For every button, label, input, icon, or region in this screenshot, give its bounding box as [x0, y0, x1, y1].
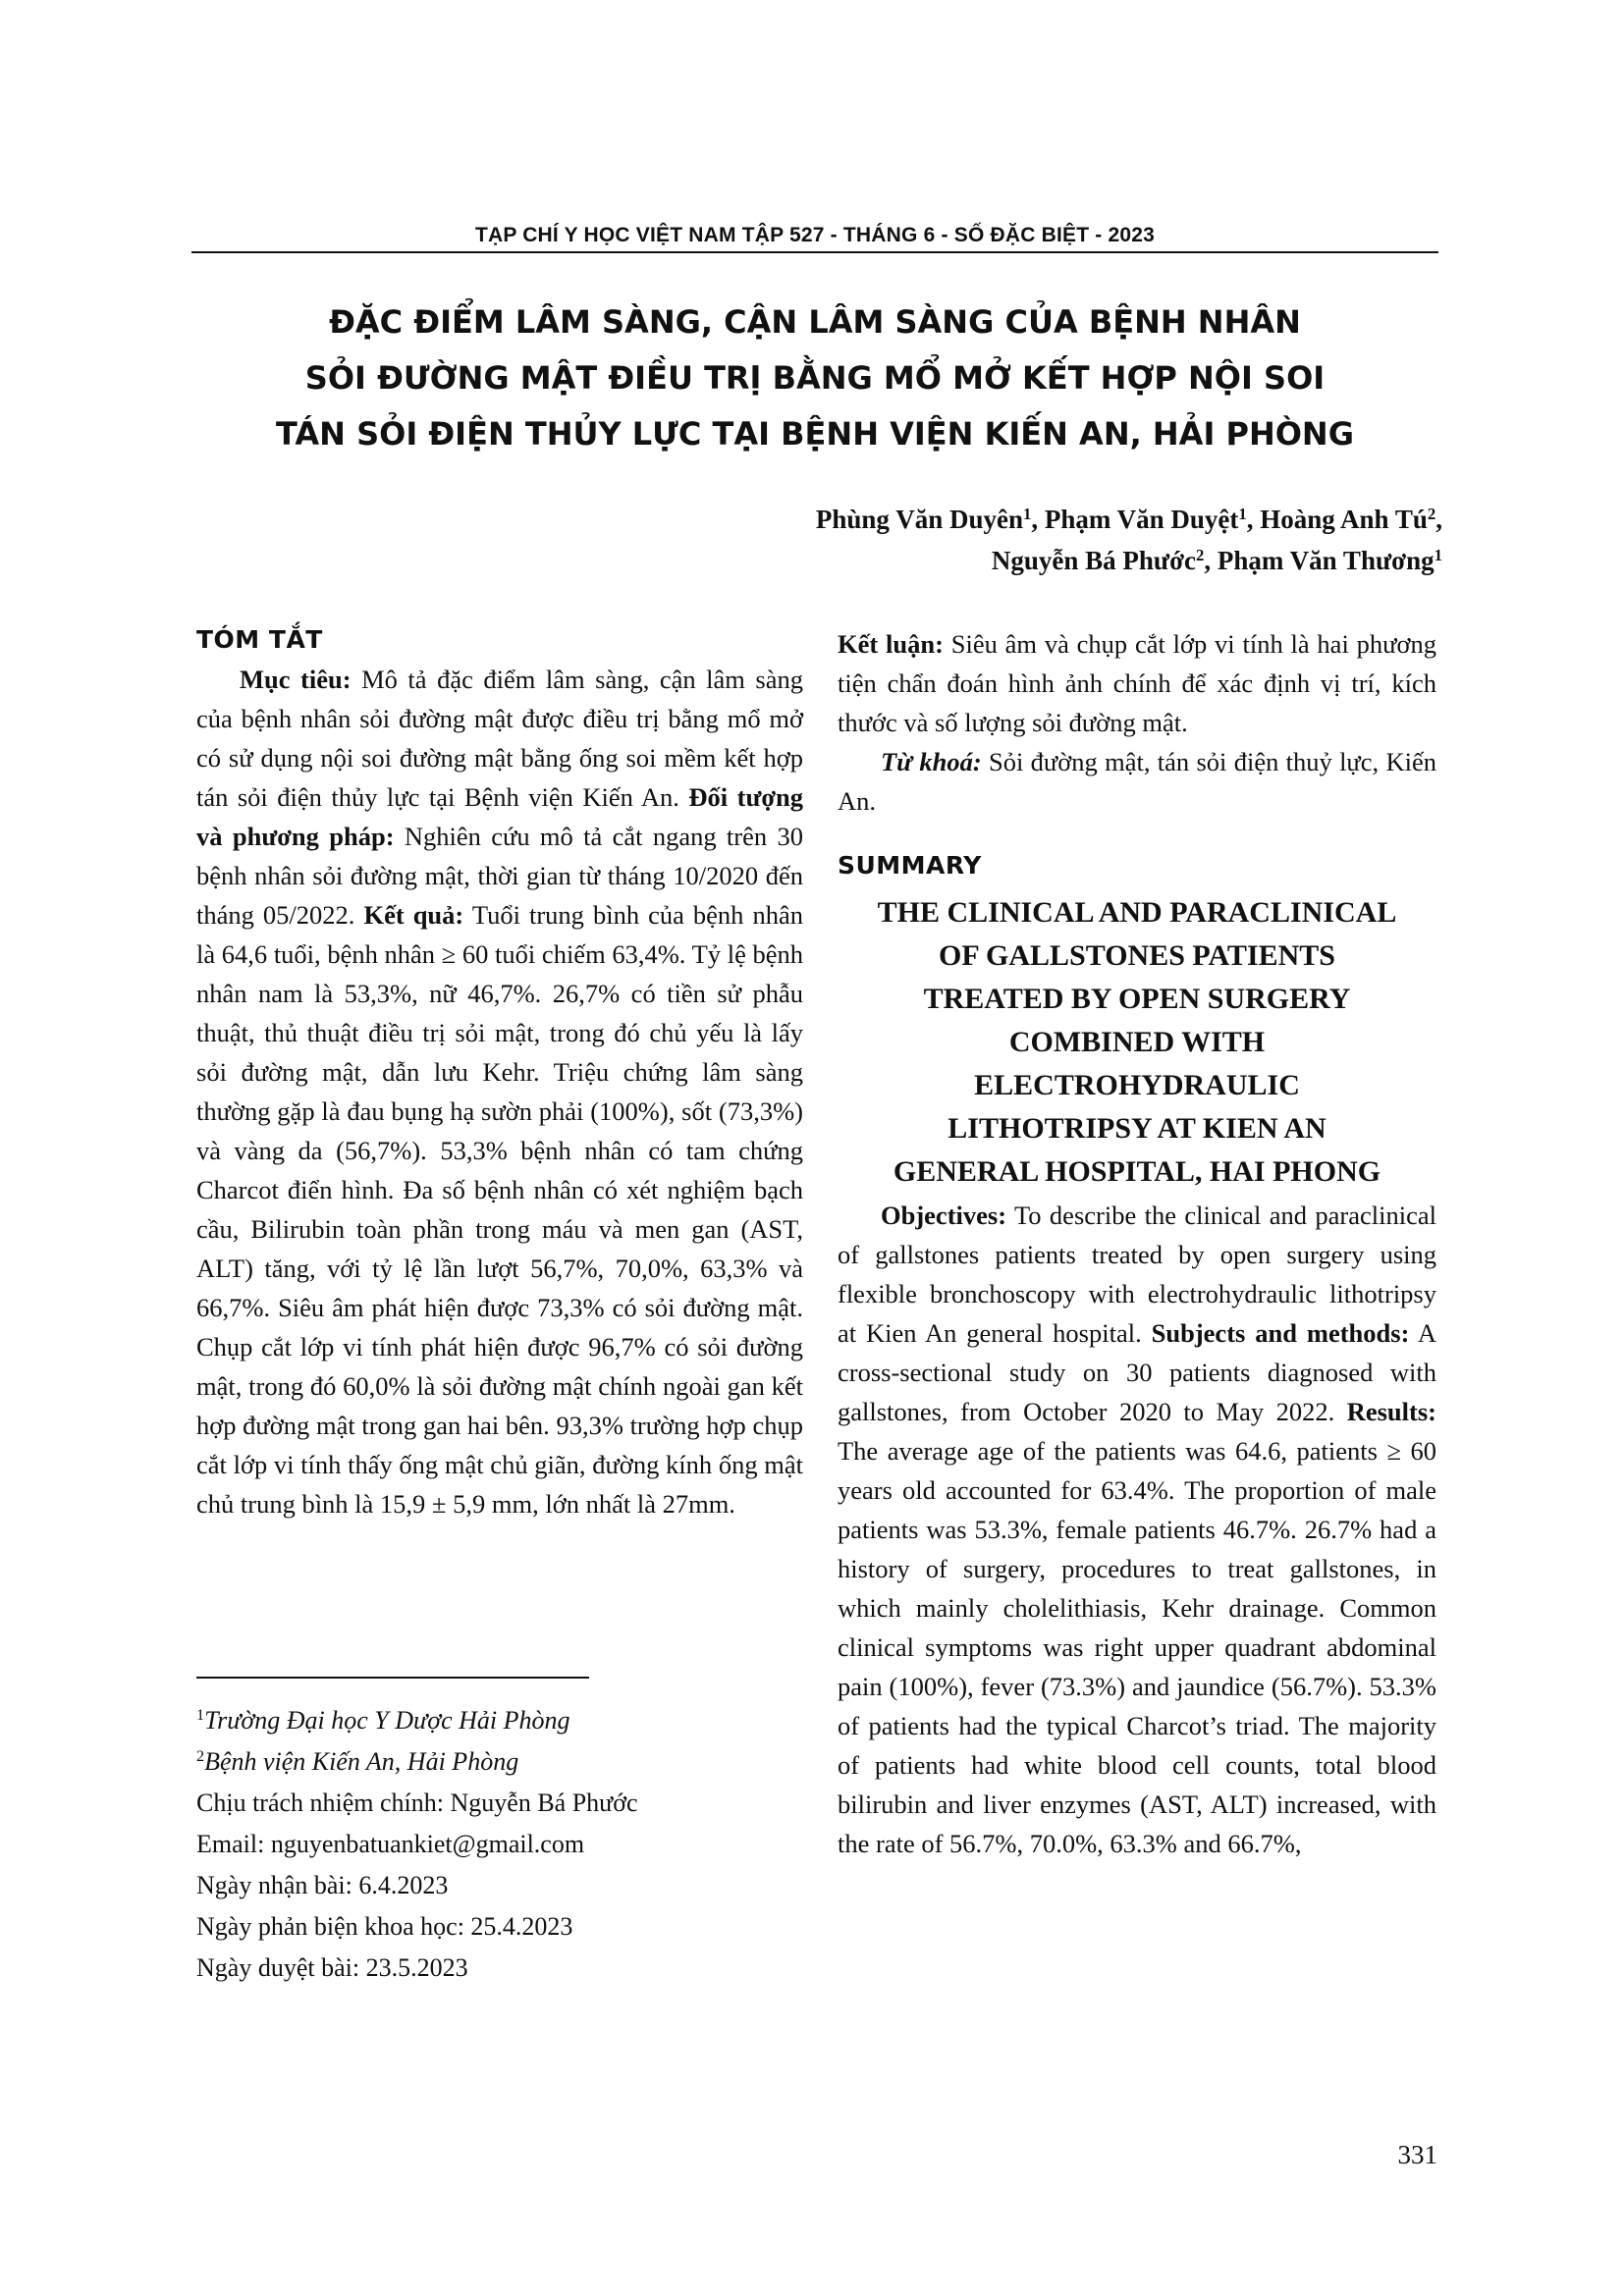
- right-column: [838, 624, 1436, 1863]
- english-title-line: COMBINED WITH: [1008, 1026, 1266, 1058]
- methods-label: Đối tượng và phương pháp:: [196, 782, 804, 851]
- title-line: SỎI ĐƯỜNG MẬT ĐIỀU TRỊ BẰNG MỔ MỞ KẾT HỢP NỘI SOI: [304, 359, 1326, 397]
- abstract-heading: TÓM TẮT: [196, 625, 323, 654]
- author-name: Nguyễn Bá Phước: [991, 546, 1197, 575]
- author-line: Phùng Văn Duyên$^1$, Phạm Văn Duyệt$^1$, Hoàng Anh $Tú^2$,: [815, 504, 1442, 534]
- date-accepted: Ngày duyệt bài: 23.5.2023: [196, 1952, 468, 1982]
- affiliation-2: [196, 1741, 803, 1783]
- english-title-line: THE CLINICAL AND PARACLINICAL: [877, 896, 1397, 929]
- english-title-line: LITHOTRIPSY AT KIEN AN: [947, 1112, 1326, 1145]
- results-label: Kết quả:: [363, 900, 464, 930]
- author-name: Phạm Văn Thương: [1217, 546, 1435, 575]
- keywords-paragraph: [838, 742, 1436, 821]
- affiliation-mark: 1: [1238, 504, 1247, 523]
- abstract-vi-paragraph: [196, 660, 803, 1523]
- page-number: 331: [1397, 2140, 1437, 2169]
- methods-text: Nghiên cứu mô tả cắt ngang trên 30 bệnh nhân sỏi đường mật, thời gian từ tháng 10/2020 đến tháng 05/2022.: [196, 822, 803, 930]
- author-name: Phạm Văn Duyệt: [1044, 505, 1239, 534]
- objectives-label: Objectives:: [881, 1201, 1007, 1230]
- conclusion-text: Siêu âm và chụp cắt lớp vi tính là hai phương tiện chẩn đoán hình ảnh chính để xác định vị trí, kích thước và số lượng sỏi đường mật.: [838, 629, 1436, 737]
- summary-paragraph: [838, 1196, 1436, 1863]
- keywords-text: Sỏi đường mật, tán sỏi điện thuỷ lực, Kiến An.: [838, 747, 1437, 816]
- affiliation-mark: 1: [1434, 545, 1442, 564]
- english-title-line: TREATED BY OPEN SURGERY: [923, 983, 1351, 1015]
- summary-heading: SUMMARY: [838, 851, 982, 880]
- date-reviewed: Ngày phản biện khoa học: 25.4.2023: [196, 1911, 573, 1941]
- header-rule: [191, 251, 1438, 253]
- title-line: TÁN SỎI ĐIỆN THỦY LỰC TẠI BỆNH VIỆN KIẾN AN, HẢI PHÒNG: [276, 415, 1354, 453]
- conclusion-paragraph: [838, 624, 1436, 742]
- running-head: TẠP CHÍ Y HỌC VIỆT NAM TẬP 527 - THÁNG 6 - SỐ ĐẶC BIỆT - 2023: [474, 224, 1156, 246]
- affiliation-mark: 2: [1196, 545, 1205, 564]
- left-column: [196, 620, 803, 1523]
- footnote-rule: [196, 1677, 589, 1679]
- conclusion-label: Kết luận:: [838, 629, 944, 659]
- affiliation-mark: 1: [196, 1706, 205, 1724]
- date-received: Ngày nhận bài: 6.4.2023: [196, 1870, 449, 1899]
- keywords-label: Từ khoá:: [881, 747, 982, 776]
- english-title-line: OF GALLSTONES PATIENTS: [938, 939, 1335, 972]
- results-text: Tuổi trung bình của bệnh nhân là 64,6 tuổi, bệnh nhân ≥ 60 tuổi chiếm 63,4%. Tỷ lệ bệnh nhân nam là 53,3%, nữ 46,7%. 26,7% có tiền sử phẫu thuật, thủ thuật điều trị sỏi mật, trong đó chủ yếu là lấy sỏi đường mật, dẫn lưu Kehr. Triệu chứng lâm sàng thường gặp là đau bụng hạ sườn phải (100%), sốt (73,3%) và vàng da (56,7%). 53,3% bệnh nhân có tam chứng Charcot điển hình. Đa số bệnh nhân có xét nghiệm bạch cầu, Bilirubin toàn phần trong máu và men gan (AST, ALT) tăng, với tỷ lệ lần lượt 56,7%, 70,0%, 63,3% và 66,7%. Siêu âm phát hiện được 73,3% có sỏi đường mật. Chụp cắt lớp vi tính phát hiện được 96,7% có sỏi đường mật, trong đó 60,0% là sỏi đường mật chính ngoài gan kết hợp đường mật trong gan hai bên. 93,3% trường hợp chụp cắt lớp vi tính thấy ống mật chủ giãn, đường kính ống mật chủ trung bình là 15,9 ± 5,9 mm, lớn nhất là 27mm.: [196, 900, 803, 1519]
- methods-text-en: A cross-sectional study on 30 patients diagnosed with gallstones, from October 2020 to May 2022.: [838, 1318, 1436, 1426]
- footnotes: [196, 1677, 803, 1989]
- responsible-author: Chịu trách nhiệm chính: Nguyễn Bá Phước: [196, 1788, 638, 1817]
- author-list: [816, 499, 1442, 581]
- affiliation-text: Bệnh viện Kiến An, Hải Phòng: [204, 1746, 519, 1776]
- english-title: [838, 891, 1436, 1194]
- title-line: ĐẶC ĐIỂM LÂM SÀNG, CẬN LÂM SÀNG CỦA BỆNH NHÂN: [329, 303, 1301, 341]
- affiliation-mark: 2: [196, 1747, 205, 1765]
- article-title: [191, 294, 1438, 462]
- affiliation-mark: 1: [1022, 504, 1032, 523]
- contact-email[interactable]: Email: nguyenbatuankiet@gmail.com: [196, 1829, 585, 1858]
- methods-label-en: Subjects and methods:: [1151, 1318, 1410, 1348]
- author-line: Nguyễn Bá Phước$^2$, Phạm Văn Thương$^1$: [991, 545, 1442, 575]
- english-title-line: GENERAL HOSPITAL, HAI PHONG: [893, 1155, 1381, 1188]
- affiliation-1: [196, 1700, 803, 1741]
- objective-text: Mô tả đặc điểm lâm sàng, cận lâm sàng của bệnh nhân sỏi đường mật được điều trị bằng mổ mở có sử dụng nội soi đường mật bằng ống soi mềm kết hợp tán sỏi điện thủy lực tại Bệnh viện Kiến An.: [196, 665, 803, 812]
- results-label-en: Results:: [1346, 1397, 1436, 1426]
- author-name: Phùng Văn Duyên: [815, 505, 1023, 534]
- objective-label: Mục tiêu:: [240, 665, 352, 694]
- english-title-line: ELECTROHYDRAULIC: [974, 1069, 1300, 1101]
- author-name: Hoàng Anh Tú: [1260, 505, 1428, 534]
- affiliation-mark: 2: [1427, 504, 1436, 523]
- objectives-text: To describe the clinical and paraclinical of gallstones patients treated by open surgery using flexible bronchoscopy with electrohydraulic lithotripsy at Kien An general hospital.: [838, 1201, 1436, 1348]
- results-text-en: The average age of the patients was 64.6, patients ≥ 60 years old accounted for 63.4%. The proportion of male patients was 53.3%, female patients 46.7%. 26.7% had a history of surgery, procedures to treat gallstones, in which mainly cholelithiasis, Kehr drainage. Common clinical symptoms was right upper quadrant abdominal pain (100%), fever (73.3%) and jaundice (56.7%). 53.3% of patients had the typical Charcot’s triad. The majority of patients had white blood cell counts, total blood bilirubin and liver enzymes (AST, ALT) increased, with the rate of 56.7%, 70.0%, 63.3% and 66.7%,: [838, 1436, 1436, 1858]
- affiliation-text: Trường Đại học Y Dược Hải Phòng: [204, 1705, 570, 1735]
